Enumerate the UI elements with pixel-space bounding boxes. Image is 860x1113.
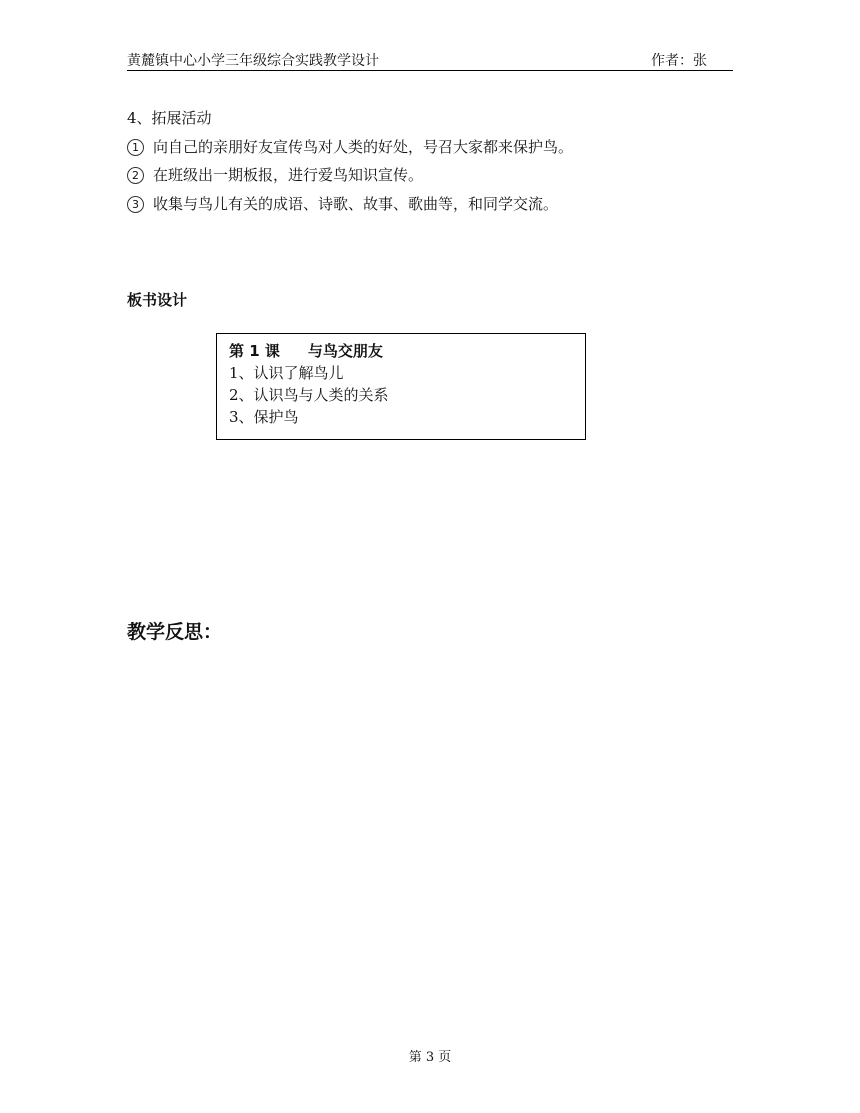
- lesson-title: 与鸟交朋友: [307, 342, 383, 360]
- page-header: [127, 48, 733, 71]
- board-design-box: [216, 333, 586, 440]
- list-item: [127, 165, 423, 185]
- circled-number: 2: [127, 167, 144, 184]
- list-item: [127, 194, 558, 214]
- page-number: 第 3 页: [408, 1050, 452, 1065]
- document-title: 黄麓镇中心小学三年级综合实践教学设计: [127, 53, 379, 69]
- list-item-text: 收集与鸟儿有关的成语、诗歌、故事、歌曲等，和同学交流。: [153, 195, 559, 213]
- extension-heading: 4、拓展活动: [127, 109, 212, 127]
- board-design-heading: 板书设计: [127, 291, 188, 309]
- list-item-text: 在班级出一期板报，进行爱鸟知识宣传。: [153, 166, 424, 184]
- board-title: [229, 340, 585, 362]
- circled-number: 1: [127, 139, 144, 156]
- reflection-heading: 教学反思：: [127, 621, 223, 643]
- board-line: 2、认识鸟与人类的关系: [229, 386, 389, 404]
- circled-number: 3: [127, 196, 144, 213]
- board-line: 3、保护鸟: [229, 408, 299, 426]
- list-item: [127, 137, 573, 157]
- list-item-text: 向自己的亲朋好友宣传鸟对人类的好处，号召大家都来保护鸟。: [153, 138, 574, 156]
- board-line: 1、认识了解鸟儿: [229, 364, 344, 382]
- lesson-number: 第 1 课: [229, 342, 280, 360]
- author-label: 作者：张: [651, 53, 707, 69]
